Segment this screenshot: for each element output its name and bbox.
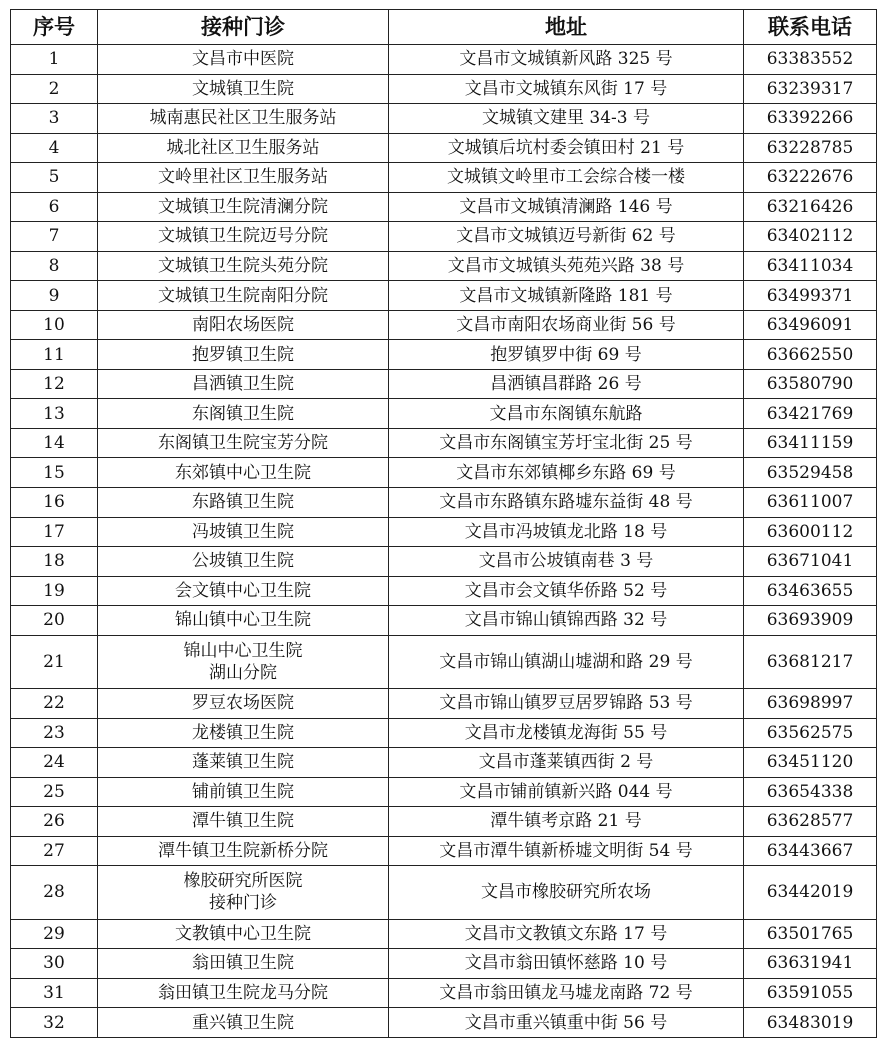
table-row (11, 807, 877, 837)
table-row (11, 487, 877, 517)
clinic-address: 文城镇文岭里市工会综合楼一楼 (389, 163, 744, 193)
clinic-phone: 63580790 (744, 369, 877, 399)
row-index: 30 (11, 949, 98, 979)
clinic-address: 潭牛镇考京路 21 号 (389, 807, 744, 837)
clinic-name (98, 718, 389, 748)
clinic-name (98, 340, 389, 370)
clinic-name (98, 45, 389, 75)
table-row (11, 748, 877, 778)
clinic-name (98, 192, 389, 222)
row-index: 1 (11, 45, 98, 75)
clinic-name-line: 冯坡镇卫生院 (192, 521, 294, 542)
row-index: 18 (11, 547, 98, 577)
clinic-phone: 63698997 (744, 689, 877, 719)
clinic-phone: 63631941 (744, 949, 877, 979)
table-row (11, 192, 877, 222)
table-row (11, 576, 877, 606)
table-row (11, 281, 877, 311)
clinic-address: 文昌市东阁镇宝芳圩宝北街 25 号 (389, 428, 744, 458)
clinic-name (98, 807, 389, 837)
row-index: 11 (11, 340, 98, 370)
clinic-name-line: 重兴镇卫生院 (192, 1012, 294, 1033)
row-index: 20 (11, 606, 98, 636)
row-index: 14 (11, 428, 98, 458)
clinic-address: 文昌市蓬莱镇西街 2 号 (389, 748, 744, 778)
table-row (11, 369, 877, 399)
row-index: 2 (11, 74, 98, 104)
clinic-name-line: 罗豆农场医院 (192, 693, 294, 714)
clinic-phone: 63392266 (744, 104, 877, 134)
clinic-name-line: 接种门诊 (209, 893, 277, 914)
clinic-name-line: 蓬莱镇卫生院 (192, 752, 294, 773)
clinic-name-line: 东阁镇卫生院宝芳分院 (158, 433, 328, 454)
table-row (11, 104, 877, 134)
clinic-phone: 63411034 (744, 251, 877, 281)
row-index: 16 (11, 487, 98, 517)
clinic-phone: 63216426 (744, 192, 877, 222)
clinic-address: 文昌市锦山镇罗豆居罗锦路 53 号 (389, 689, 744, 719)
clinic-address: 文昌市文城镇东风街 17 号 (389, 74, 744, 104)
clinic-name-line: 文城镇卫生院头苑分院 (158, 255, 328, 276)
clinic-address: 文昌市潭牛镇新桥墟文明街 54 号 (389, 836, 744, 866)
clinic-name-line: 昌洒镇卫生院 (192, 374, 294, 395)
clinic-name (98, 606, 389, 636)
clinic-address: 文昌市翁田镇龙马墟龙南路 72 号 (389, 978, 744, 1008)
row-index: 5 (11, 163, 98, 193)
clinic-phone: 63421769 (744, 399, 877, 429)
clinic-name-line: 文城镇卫生院南阳分院 (158, 285, 328, 306)
table-row (11, 949, 877, 979)
row-index: 23 (11, 718, 98, 748)
clinic-phone: 63228785 (744, 133, 877, 163)
clinic-phone: 63562575 (744, 718, 877, 748)
clinic-name-line: 东路镇卫生院 (192, 492, 294, 513)
clinic-phone: 63628577 (744, 807, 877, 837)
clinic-address: 文昌市文城镇迈号新街 62 号 (389, 222, 744, 252)
clinic-name (98, 576, 389, 606)
clinic-name-line: 锦山中心卫生院 (183, 640, 303, 661)
clinic-phone: 63442019 (744, 866, 877, 919)
header-index: 序号 (11, 10, 98, 45)
clinic-phone: 63451120 (744, 748, 877, 778)
clinic-name-line: 潭牛镇卫生院 (192, 811, 294, 832)
clinic-name (98, 635, 389, 688)
clinic-phone: 63681217 (744, 635, 877, 688)
clinic-phone: 63501765 (744, 919, 877, 949)
clinic-name-line: 南阳农场医院 (192, 315, 294, 336)
row-index: 32 (11, 1008, 98, 1038)
clinic-name (98, 748, 389, 778)
table-row (11, 978, 877, 1008)
clinic-address: 文城镇文建里 34-3 号 (389, 104, 744, 134)
row-index: 4 (11, 133, 98, 163)
table-row (11, 689, 877, 719)
clinic-name-line: 文岭里社区卫生服务站 (158, 167, 328, 188)
row-index: 10 (11, 310, 98, 340)
row-index: 27 (11, 836, 98, 866)
clinic-phone: 63443667 (744, 836, 877, 866)
table-row (11, 428, 877, 458)
table-row (11, 458, 877, 488)
table-row (11, 133, 877, 163)
clinic-phone: 63591055 (744, 978, 877, 1008)
clinic-name-line: 文城镇卫生院清澜分院 (158, 196, 328, 217)
row-index: 24 (11, 748, 98, 778)
clinic-name (98, 251, 389, 281)
clinic-name-line: 锦山镇中心卫生院 (175, 610, 311, 631)
clinic-name (98, 428, 389, 458)
clinic-address: 文昌市龙楼镇龙海街 55 号 (389, 718, 744, 748)
clinic-address: 文昌市东郊镇椰乡东路 69 号 (389, 458, 744, 488)
clinic-address: 文昌市冯坡镇龙北路 18 号 (389, 517, 744, 547)
table-row (11, 163, 877, 193)
table-row (11, 222, 877, 252)
clinic-name-line: 城北社区卫生服务站 (166, 137, 320, 158)
clinic-name (98, 369, 389, 399)
clinic-name-line: 橡胶研究所医院 (183, 871, 303, 892)
row-index: 8 (11, 251, 98, 281)
row-index: 7 (11, 222, 98, 252)
clinic-phone: 63483019 (744, 1008, 877, 1038)
clinic-address: 文昌市文城镇清澜路 146 号 (389, 192, 744, 222)
clinic-address: 文昌市文城镇头苑苑兴路 38 号 (389, 251, 744, 281)
clinic-address: 文昌市文城镇新隆路 181 号 (389, 281, 744, 311)
clinic-name (98, 547, 389, 577)
clinic-address: 文昌市南阳农场商业街 56 号 (389, 310, 744, 340)
clinic-name (98, 399, 389, 429)
clinic-name-line: 东郊镇中心卫生院 (175, 462, 311, 483)
clinic-address: 文昌市会文镇华侨路 52 号 (389, 576, 744, 606)
clinic-phone: 63611007 (744, 487, 877, 517)
row-index: 21 (11, 635, 98, 688)
row-index: 28 (11, 866, 98, 919)
clinic-name (98, 133, 389, 163)
table-row (11, 45, 877, 75)
clinic-address: 文昌市东路镇东路墟东益街 48 号 (389, 487, 744, 517)
header-address: 地址 (389, 10, 744, 45)
clinic-name-line: 公坡镇卫生院 (192, 551, 294, 572)
clinic-name (98, 281, 389, 311)
table-row (11, 635, 877, 688)
header-clinic: 接种门诊 (98, 10, 389, 45)
clinic-phone: 63383552 (744, 45, 877, 75)
row-index: 31 (11, 978, 98, 1008)
clinic-name-line: 东阁镇卫生院 (192, 403, 294, 424)
clinic-phone: 63463655 (744, 576, 877, 606)
table-body (11, 45, 877, 1038)
row-index: 29 (11, 919, 98, 949)
row-index: 22 (11, 689, 98, 719)
clinic-address: 文昌市锦山镇湖山墟湖和路 29 号 (389, 635, 744, 688)
clinic-name (98, 222, 389, 252)
clinic-name (98, 458, 389, 488)
clinic-name-line: 文城镇卫生院迈号分院 (158, 226, 328, 247)
clinic-address: 文昌市锦山镇锦西路 32 号 (389, 606, 744, 636)
clinic-name (98, 104, 389, 134)
table-row (11, 1008, 877, 1038)
clinic-name (98, 310, 389, 340)
clinic-name-line: 龙楼镇卫生院 (192, 722, 294, 743)
clinic-name (98, 949, 389, 979)
row-index: 12 (11, 369, 98, 399)
row-index: 26 (11, 807, 98, 837)
clinic-name-line: 文城镇卫生院 (192, 78, 294, 99)
clinic-name-line: 湖山分院 (209, 662, 277, 683)
clinic-name-line: 铺前镇卫生院 (192, 781, 294, 802)
table-row (11, 836, 877, 866)
row-index: 15 (11, 458, 98, 488)
table-row (11, 340, 877, 370)
table-row (11, 310, 877, 340)
clinic-phone: 63600112 (744, 517, 877, 547)
clinic-address: 文昌市重兴镇重中街 56 号 (389, 1008, 744, 1038)
clinic-name (98, 517, 389, 547)
clinic-name (98, 919, 389, 949)
table-row (11, 517, 877, 547)
clinic-phone: 63411159 (744, 428, 877, 458)
table-row (11, 606, 877, 636)
clinic-phone: 63222676 (744, 163, 877, 193)
clinic-name-line: 会文镇中心卫生院 (175, 580, 311, 601)
table-row (11, 777, 877, 807)
clinic-name-line: 翁田镇卫生院 (192, 953, 294, 974)
clinic-name-line: 翁田镇卫生院龙马分院 (158, 983, 328, 1004)
clinic-name-line: 文昌市中医院 (192, 49, 294, 70)
clinic-phone: 63693909 (744, 606, 877, 636)
clinic-address: 抱罗镇罗中街 69 号 (389, 340, 744, 370)
clinic-name-line: 抱罗镇卫生院 (192, 344, 294, 365)
clinic-phone: 63499371 (744, 281, 877, 311)
clinic-address: 文昌市铺前镇新兴路 044 号 (389, 777, 744, 807)
clinic-name-line: 潭牛镇卫生院新桥分院 (158, 840, 328, 861)
clinic-phone: 63671041 (744, 547, 877, 577)
table-row (11, 399, 877, 429)
clinic-address: 文城镇后坑村委会镇田村 21 号 (389, 133, 744, 163)
row-index: 3 (11, 104, 98, 134)
clinic-address: 文昌市公坡镇南巷 3 号 (389, 547, 744, 577)
clinic-name-line: 文教镇中心卫生院 (175, 923, 311, 944)
clinic-phone: 63239317 (744, 74, 877, 104)
clinic-name (98, 836, 389, 866)
row-index: 19 (11, 576, 98, 606)
clinic-phone: 63662550 (744, 340, 877, 370)
clinic-address: 文昌市文城镇新风路 325 号 (389, 45, 744, 75)
clinic-name (98, 978, 389, 1008)
table-row (11, 866, 877, 919)
row-index: 9 (11, 281, 98, 311)
clinic-name (98, 74, 389, 104)
header-phone: 联系电话 (744, 10, 877, 45)
clinic-address: 文昌市文教镇文东路 17 号 (389, 919, 744, 949)
vaccination-clinic-table (10, 9, 877, 1038)
clinic-address: 文昌市东阁镇东航路 (389, 399, 744, 429)
clinic-name (98, 689, 389, 719)
clinic-address: 昌洒镇昌群路 26 号 (389, 369, 744, 399)
row-index: 25 (11, 777, 98, 807)
row-index: 13 (11, 399, 98, 429)
clinic-name (98, 487, 389, 517)
row-index: 17 (11, 517, 98, 547)
row-index: 6 (11, 192, 98, 222)
table-row (11, 919, 877, 949)
table-row (11, 718, 877, 748)
table-row (11, 251, 877, 281)
table-row (11, 547, 877, 577)
clinic-name (98, 1008, 389, 1038)
clinic-address: 文昌市翁田镇怀慈路 10 号 (389, 949, 744, 979)
table-row (11, 74, 877, 104)
clinic-phone: 63402112 (744, 222, 877, 252)
clinic-name (98, 163, 389, 193)
clinic-name-line: 城南惠民社区卫生服务站 (149, 108, 337, 129)
header-row (11, 10, 877, 45)
clinic-phone: 63496091 (744, 310, 877, 340)
clinic-phone: 63654338 (744, 777, 877, 807)
clinic-name (98, 777, 389, 807)
clinic-address: 文昌市橡胶研究所农场 (389, 866, 744, 919)
clinic-name (98, 866, 389, 919)
clinic-phone: 63529458 (744, 458, 877, 488)
